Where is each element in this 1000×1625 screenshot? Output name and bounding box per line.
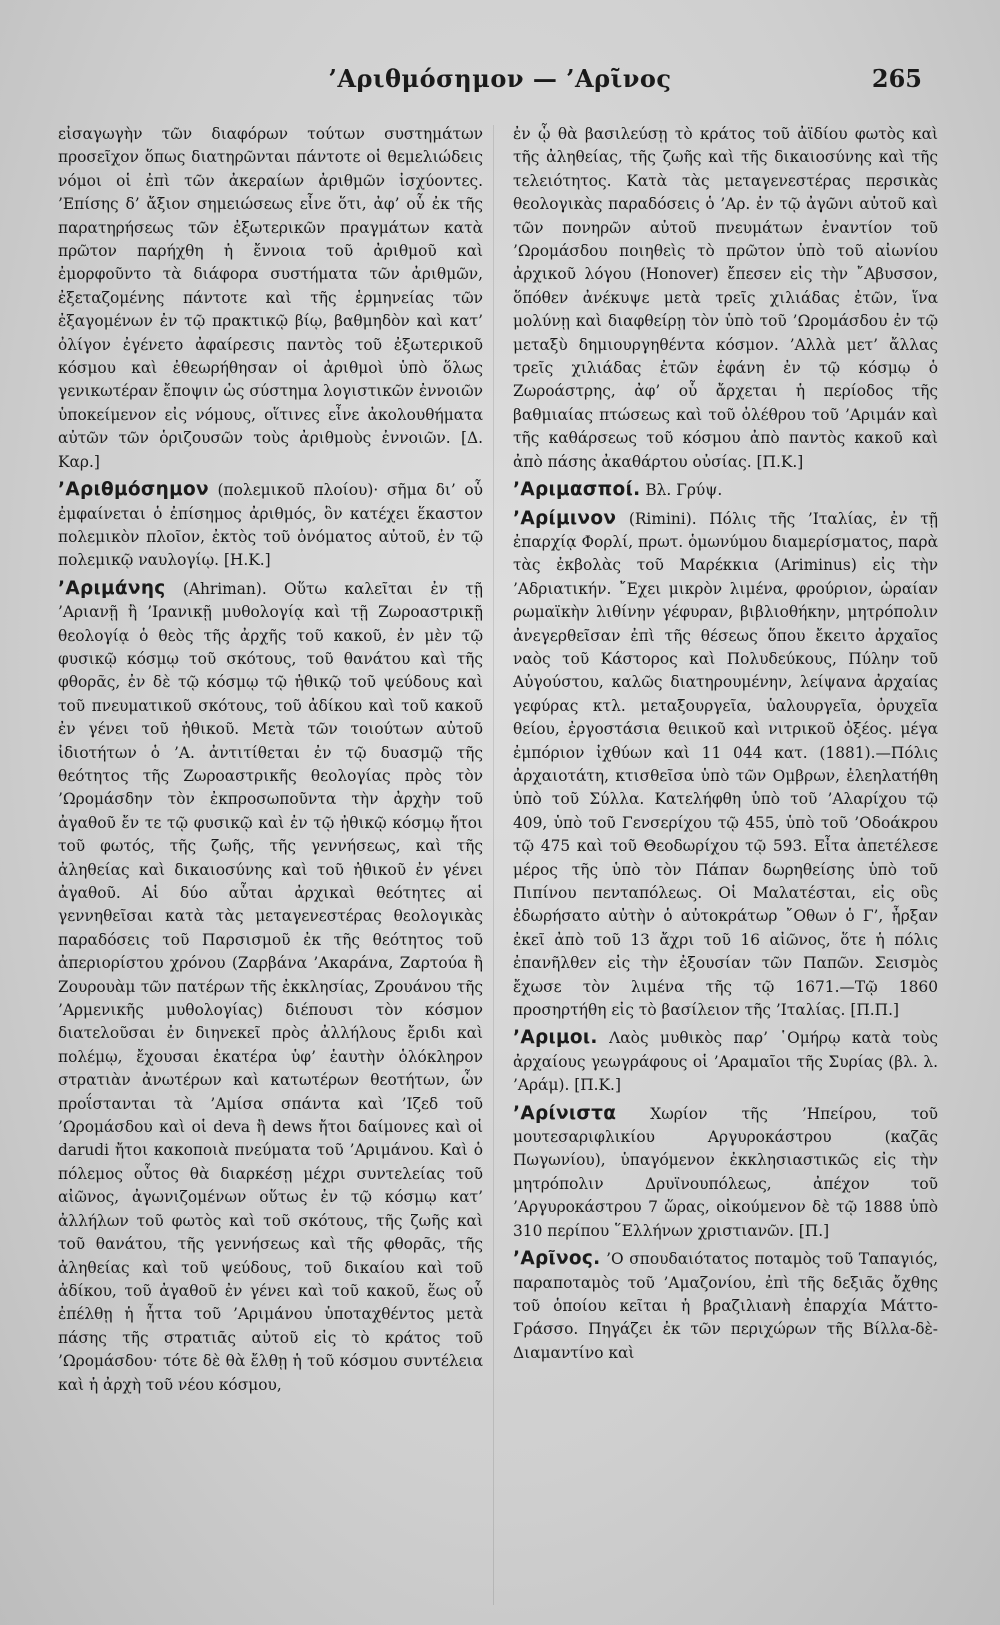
left-column <box>58 123 483 1397</box>
page-header <box>0 64 1000 100</box>
dictionary-entry <box>513 1102 938 1243</box>
entry-headword: ’Αριμάνης <box>58 577 166 599</box>
entry-text: Λαὸς μυθικὸς παρ’ ῾Ομήρῳ κατὰ τοὺς ἀρχαίους γεωγράφους οἱ ’Αραμαῖοι τῆς Συρίας (βλ. λ. ’Αράμ). [Π.Κ.] <box>513 1029 938 1095</box>
entry-text: (Ahriman). Οὕτω καλεῖται ἐν τῇ ’Αριανῇ ἢ ’Ιρανικῇ μυθολογίᾳ καὶ τῇ Ζωροαστρικῇ θεολογίᾳ ὁ θεὸς τῆς ἀρχῆς τοῦ κακοῦ, ἐν μὲν τῷ φυσικῷ κόσμῳ τοῦ σκότους, τοῦ θανάτου καὶ τῆς φθορᾶς, ἐν δὲ τῷ κόσμῳ τῷ ἠθικῷ τοῦ ψεύδους καὶ τοῦ πνευματικοῦ σκότους, τοῦ ἀδίκου καὶ τοῦ κακοῦ ἐν γένει τοῦ ἠθικοῦ. Μετὰ τῶν τοιούτων αὐτοῦ ἰδιοτήτων ὁ ’Α. ἀντιτίθεται ἐν τῷ δυασμῷ τῆς θεότητος τῆς Ζωροαστρικῆς θεολογίας πρὸς τὸν ’Ωρομάσδην τὸν ἐκπροσωποῦντα τὴν ἀρχὴν τοῦ ἀγαθοῦ ἔν τε τῷ φυσικῷ καὶ ἐν τῷ ἠθικῷ κόσμῳ ἤτοι τοῦ φωτός, τῆς ζωῆς, τῆς γεννήσεως, καὶ τῆς ἀληθείας καὶ δικαιοσύνης καὶ τοῦ ἠθικοῦ ἐν γένει ἀγαθοῦ. Αἱ δύο αὗται ἀρχικαὶ θεότητες αἱ γεννηθεῖσαι κατὰ τὰς μεταγενεστέρας θεολογικὰς παραδόσεις τοῦ Παρσισμοῦ ἐκ τῆς θεότητος τοῦ ἀπεριορίστου χρόνου (Ζαρβάνα ’Ακαράνα, Ζαρτούα ἢ Ζουρουὰμ τῶν πατέρων τῆς ἐκκλησίας, Ζρουάνου τῆς ’Αρμενικῆς μυθολογίας) διέπουσι τὸν κόσμον διατελοῦσαι ἐν διηνεκεῖ πρὸς ἀλλήλους ἔριδι καὶ πολέμῳ, ἔχουσαι ἑκατέρα ὑφ’ ἑαυτὴν ὁλόκληρον στρατιὰν ἀνωτέρων καὶ κατωτέρων θεοτήτων, ὧν προΐστανται τὰ ’Αμίσα σπάντα καὶ ’Ιζεδ τοῦ ’Ωρομάσδου καὶ οἱ deva ἢ dews ἤτοι δαίμονες καὶ οἱ darudi ἤτοι κακοποιὰ πνεύματα τοῦ ’Αριμάνου. Καὶ ὁ πόλεμος οὗτος θὰ διαρκέσῃ μέχρι συντελείας τοῦ αἰῶνος, ἀγωνιζομένων οὕτως ἐν τῷ κόσμῳ κατ’ ἀλλήλων τοῦ φωτὸς καὶ τοῦ σκότους, τῆς ζωῆς καὶ τοῦ θανάτου, τῆς γεννήσεως καὶ τῆς φθορᾶς, τῆς ἀληθείας καὶ τοῦ ψεύδους, τοῦ δικαίου καὶ τοῦ ἀδίκου, τοῦ ἀγαθοῦ ἐν γένει καὶ τοῦ κακοῦ, ἕως οὗ ἐπέλθῃ ἡ ἧττα τοῦ ’Αριμάνου ὑποταχθέντος μετὰ πάσης τῆς στρατιᾶς αὐτοῦ εἰς τὸ κράτος τοῦ ’Ωρομάσδου· τότε δὲ θὰ ἔλθῃ ἡ τοῦ κόσμου συντέλεια καὶ ἡ ἀρχὴ τοῦ νέου κόσμου, <box>58 579 483 1394</box>
dictionary-entry <box>513 1026 938 1097</box>
entry-headword: ’Αρίνιστα <box>513 1102 617 1124</box>
entry-headword: ’Αριμασποί. <box>513 479 641 501</box>
dictionary-entry <box>513 507 938 1023</box>
entry-text: (πολεμικοῦ πλοίου)· σῆμα δι’ οὗ ἐμφαίνεται ὁ ἐπίσημος ἀριθμός, ὃν κατέχει ἕκαστον πολεμικὸν πλοῖον, ἐκτὸς τοῦ ὀνόματος αὐτοῦ, ἐν τῷ πολεμικῷ ναυλογίῳ. [Η.Κ.] <box>58 481 483 570</box>
dictionary-entry <box>58 577 483 1397</box>
entry-text: Βλ. Γρύψ. <box>640 481 723 500</box>
dictionary-entry <box>513 1247 938 1365</box>
continuation-text: εἰσαγωγὴν τῶν διαφόρων τούτων συστημάτων προσεῖχον ὅπως διατηρῶνται πάντοτε οἱ θεμελιώδεις νόμοι οἱ ἐπὶ τῶν ἀκεραίων ἀριθμῶν ἰσχύοντες. ’Επίσης δ’ ἄξιον σημειώσεως εἶνε ὅτι, ἀφ’ οὗ ἐκ τῆς παρατηρήσεως τῶν ἐξωτερικῶν πραγμάτων κατὰ πρῶτον παρήχθη ἡ ἔννοια τοῦ ἀριθμοῦ καὶ ἐμορφοῦντο τὰ διάφορα συστήματα τῶν ἀριθμῶν, ἐξεταζομένης πάντοτε καὶ τῆς ἑρμηνείας τῶν ἐξαγομένων ἐν τῷ πρακτικῷ βίῳ, βαθμηδὸν καὶ κατ’ ὀλίγον ἐγένετο ἀφαίρεσις παντὸς τοῦ ἐξωτερικοῦ κόσμου καὶ ἐθεωρήθησαν οἱ ἀριθμοὶ ὑπὸ ὅλως γενικωτέραν ἔποψιν ὡς σύστημα λογιστικῶν ἐννοιῶν ὑποκείμενον εἰς νόμους, οἵτινες εἶνε ἀκολουθήματα αὐτῶν τῶν ὁριζουσῶν τοὺς ἀριθμοὺς ἐννοιῶν. [Δ. Καρ.] <box>58 125 483 471</box>
entry-headword: ’Αριμοι. <box>513 1027 598 1049</box>
running-head: ’Αριθμόσημον — ’Αρῖνος <box>328 64 672 93</box>
entry-headword: ’Αρῖνος. <box>513 1248 601 1270</box>
right-column <box>513 123 938 1365</box>
dictionary-entry <box>58 478 483 573</box>
column-divider <box>493 125 494 1605</box>
entry-text: (Rimini). Πόλις τῆς ’Ιταλίας, ἐν τῇ ἐπαρχίᾳ Φορλί, πρωτ. ὁμωνύμου διαμερίσματος, παρὰ τὰς ἐκβολὰς τοῦ Μαρέκκια (Ariminus) εἰς τὴν ’Αδριατικήν. ῎Εχει μικρὸν λιμένα, φρούριον, ὡραίαν ρωμαϊκὴν λιθίνην γέφυραν, βιβλιοθήκην, μητρόπολιν ἀνεγερθεῖσαν ἐπὶ τῆς θέσεως ὅπου ἔκειτο ἀρχαῖος ναὸς τοῦ Κάστορος καὶ Πολυδεύκους, Πύλην τοῦ Αὐγούστου, καλῶς διατηρουμένην, λείψανα ἀρχαίας γεφύρας κτλ. μεταξουργεῖα, ὑαλουργεῖα, ὀρυχεῖα θείου, ἐργοστάσια θειικοῦ καὶ νιτρικοῦ ὀξέος. μέγα ἐμπόριον ἰχθύων καὶ 11 044 κατ. (1881).—Πόλις ἀρχαιοτάτη, κτισθεῖσα ὑπὸ τῶν Ομβρων, ἐλεηλατήθη ὑπὸ τοῦ Σύλλα. Κατελήφθη ὑπὸ τοῦ ’Αλαρίχου τῷ 409, ὑπὸ τοῦ Γενσερίχου τῷ 455, ὑπὸ τοῦ ’Οδοάκρου τῷ 475 καὶ τοῦ Θεοδωρίχου τῷ 593. Εἶτα ἀπετέλεσε μέρος τῆς ὑπὸ τὸν Πάπαν δωρηθείσης ὑπὸ τοῦ Πιπίνου πενταπόλεως. Οἱ Μαλατέσται, εἰς οὓς ἐδωρήσατο αὐτὴν ὁ αὐτοκράτωρ ῎Οθων ὁ Γ’, ἦρξαν ἐκεῖ ἀπὸ τοῦ 13 ἄχρι τοῦ 16 αἰῶνος, ὅτε ἡ πόλις ἐπανῆλθεν εἰς τὴν ἐξουσίαν τῶν Παπῶν. Σεισμὸς ἔχωσε τὸν λιμένα τῆς τῷ 1671.—Τῷ 1860 προσηρτήθη εἰς τὸ βασίλειον τῆς ’Ιταλίας. [Π.Π.] <box>513 509 938 1020</box>
entry-text: ’Ο σπουδαιότατος ποταμὸς τοῦ Ταπαγιός, παραποταμὸς τοῦ ’Αμαζονίου, ἐπὶ τῆς δεξιᾶς ὄχθης τοῦ ὁποίου κεῖται ἡ βραζιλιανὴ ἐπαρχία Μάττο-Γράσσο. Πηγάζει ἐκ τῶν περιχώρων τῆς Βίλλα-δὲ-Διαμαντίνο καὶ <box>513 1250 938 1362</box>
dictionary-entry <box>513 478 938 502</box>
continuation-text: ἐν ᾧ θὰ βασιλεύσῃ τὸ κράτος τοῦ ἀϊδίου φωτὸς καὶ τῆς ἀληθείας, τῆς ζωῆς καὶ τῆς δικαιοσύνης καὶ τῆς τελειότητος. Κατὰ τὰς μεταγενεστέρας περσικὰς θεολογικὰς παραδόσεις ὁ ’Αρ. ἐν τῷ ἀγῶνι αὐτοῦ καὶ τῶν πονηρῶν αὐτοῦ πνευμάτων ἐναντίον τοῦ ’Ωρομάσδου ποιηθεὶς τὸ πρῶτον ὑπὸ τοῦ αἰωνίου ἀρχικοῦ λόγου (Honover) ἔπεσεν εἰς τὴν ῎Αβυσσον, ὅπόθεν ἀνέκυψε μετὰ τρεῖς χιλιάδας ἐτῶν, ἵνα μολύνῃ καὶ διαφθείρῃ τὸν ὑπὸ τοῦ ’Ωρομάσδου ἐν τῷ μεταξὺ δημιουργηθέντα κόσμον. ’Αλλὰ μετ’ ἄλλας τρεῖς χιλιάδας ἐτῶν ἐφάνη ἐν τῷ κόσμῳ ὁ Ζωροάστρης, ἀφ’ οὗ ἄρχεται ἡ περίοδος τῆς βαθμιαίας πτώσεως καὶ τοῦ ὀλέθρου τοῦ ’Αριμάν καὶ τῆς καθάρσεως τοῦ κόσμου ἀπὸ παντὸς κακοῦ καὶ ἀπὸ πάσης ἀκαθάρτου οὐσίας. [Π.Κ.] <box>513 125 938 471</box>
page-number: 265 <box>871 64 922 93</box>
entry-headword: ’Αριθμόσημον <box>58 479 209 501</box>
entry-text: Χωρίον τῆς ’Ηπείρου, τοῦ μουτεσαριφλικίου Αργυροκάστρου (καζᾶς Πωγωνίου), ὑπαγόμενον ἐκκλησιαστικῶς εἰς τὴν μητρόπολιν Δρυϊνουπόλεως, ἀπέχον τοῦ ’Αργυροκάστρου 7 ὥρας, οἰκούμενον δὲ τῷ 1888 ὑπὸ 310 περίπου ῞Ελλήνων χριστιανῶν. [Π.] <box>513 1104 938 1240</box>
entry-headword: ’Αρίμινον <box>513 507 617 529</box>
